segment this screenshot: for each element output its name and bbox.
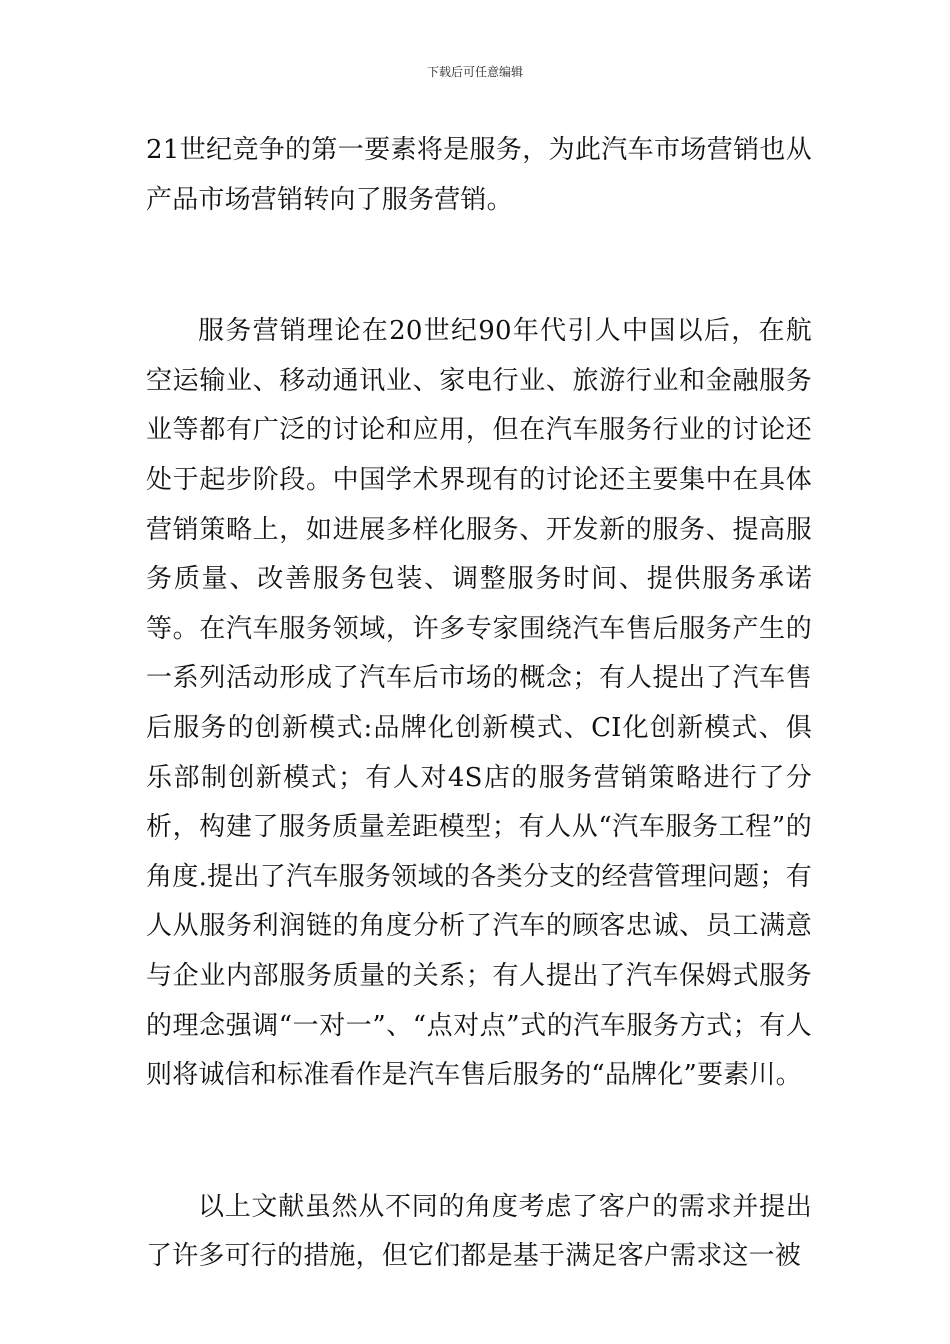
document-body [146,126,812,1282]
paragraph-gap [146,1101,812,1183]
page-header: 下载后可任意编辑 [426,65,523,79]
paragraph-2: 服务营销理论在20世纪90年代引人中国以后，在航空运输业、移动通讯业、家电行业、旅游行业和金融服务业等都有广泛的讨论和应用，但在汽车服务行业的讨论还处于起步阶段。中国学术界现有的讨论还主要集中在具体营销策略上，如进展多样化服务、开发新的服务、提高服务质量、改善服务包装、调整服务时间、提供服务承诺等。在汽车服务领域，许多专家围绕汽车售后服务产生的一系列活动形成了汽车后市场的概念；有人提出了汽车售后服务的创新模式:品牌化创新模式、CI化创新模式、俱乐部制创新模式；有人对4S店的服务营销策略进行了分析，构建了服务质量差距模型；有人从“汽车服务工程”的角度.提出了汽车服务领域的各类分支的经营管理问题；有人从服务利润链的角度分析了汽车的顾客忠诚、员工满意与企业内部服务质量的关系；有人提出了汽车保姆式服务的理念强调“一对一”、“点对点”式的汽车服务方式；有人则将诚信和标准看作是汽车售后服务的“品牌化”要素川。 [146,316,812,1091]
paragraph-1: 21世纪竞争的第一要素将是服务，为此汽车市场营销也从产品市场营销转向了服务营销。 [146,135,812,215]
paragraph-gap [146,225,812,307]
paragraph-3: 以上文献虽然从不同的角度考虑了客户的需求并提出了许多可行的措施，但它们都是基于满足客户需求这一被 [146,1191,812,1272]
